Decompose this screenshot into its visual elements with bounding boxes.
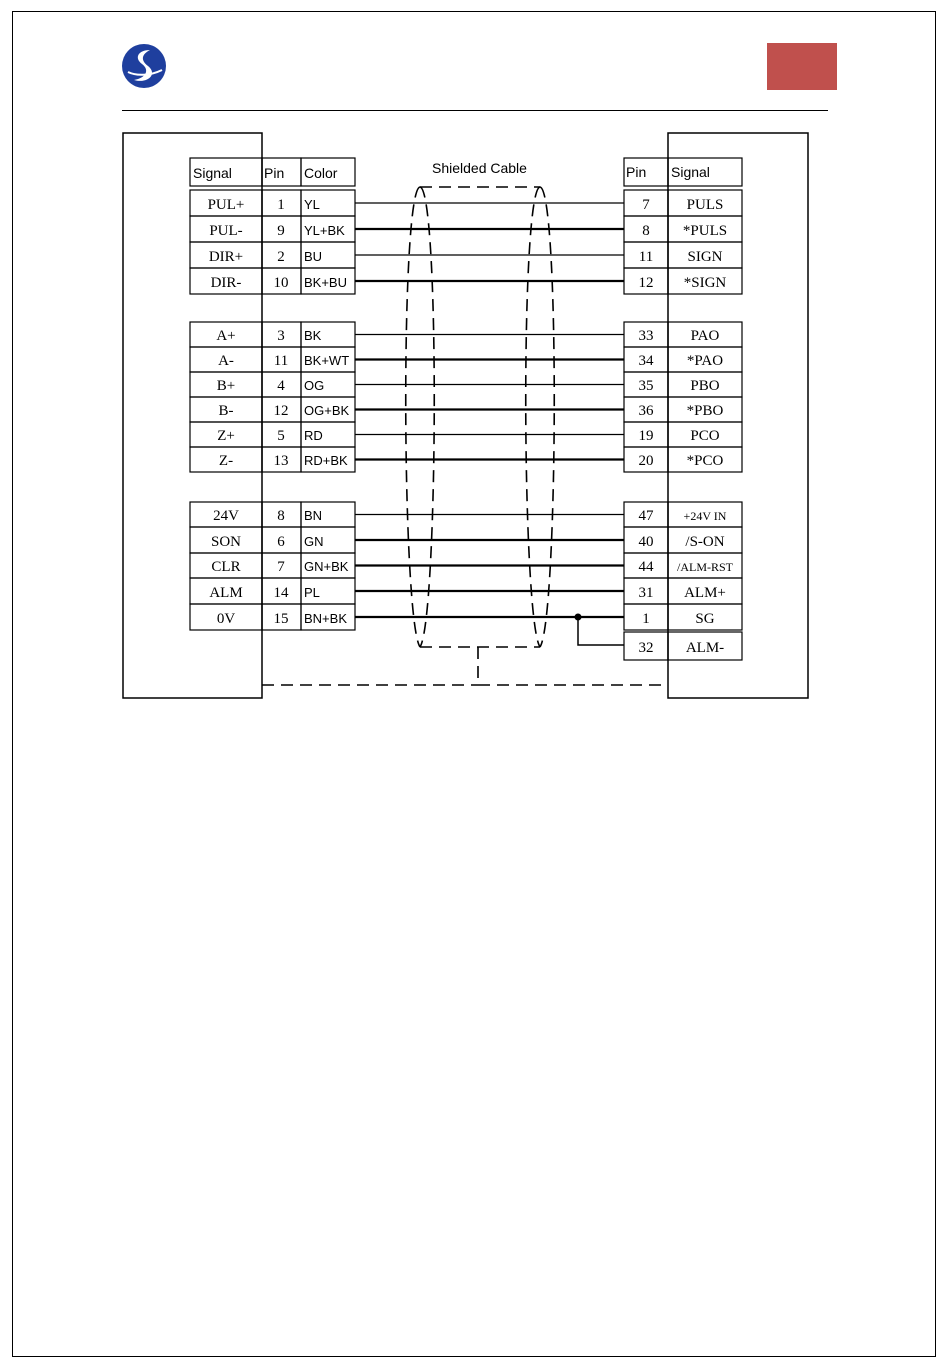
right-pin-number: 32 [638,640,654,656]
left-signal-label: DIR+ [208,249,244,265]
right-signal-label: *PCO [686,453,724,469]
left-signal-label: 0V [216,611,236,627]
left-header-pin: Pin [264,165,285,181]
sg-alm-bridge [575,614,625,646]
cable-label: Shielded Cable [432,160,527,176]
left-pin-number: 8 [277,508,285,524]
left-signal-label: PUL- [209,223,243,239]
left-signal-label: 24V [213,508,239,524]
wire-color-label: BN [304,508,323,523]
right-pin-number: 20 [638,453,654,469]
left-signal-label: B+ [216,378,236,394]
left-signal-label: A+ [216,328,236,344]
left-signal-label: SON [210,534,242,550]
right-pin-number: 19 [638,428,654,444]
left-signal-label: DIR- [210,275,242,291]
right-pin-number: 47 [638,508,654,524]
right-signal-label: ALM+ [684,585,726,601]
right-signal-label: SIGN [687,249,723,265]
left-pin-number: 2 [277,249,285,265]
wire-color-label: RD [304,428,323,443]
wire-color-label: YL+BK [304,223,345,238]
right-signal-label: *PULS [682,223,728,239]
wire-color-label: GN+BK [304,559,349,574]
right-signal-label: SG [695,611,715,627]
left-pin-number: 11 [273,353,289,369]
right-pin-number: 8 [642,223,650,239]
right-pin-number: 44 [638,559,654,575]
left-signal-label: Z+ [217,428,235,444]
right-pin-number: 36 [638,403,654,419]
wire-color-label: BU [304,249,323,264]
right-signal-label: *PBO [686,403,724,419]
left-signal-label: PUL+ [207,197,245,213]
right-pin-number: 31 [638,585,654,601]
wire-color-label: RD+BK [304,453,348,468]
wire-color-label: OG [304,378,325,393]
wire-color-label: BK+BU [304,275,347,290]
controller-box [123,133,262,698]
right-pin-number: 7 [642,197,650,213]
wire-color-label: YL [304,197,320,212]
left-pin-number: 13 [273,453,289,469]
left-pin-number: 6 [277,534,285,550]
right-signal-label: +24V IN [683,509,727,523]
left-pin-number: 7 [277,559,285,575]
right-pin-number: 35 [638,378,654,394]
right-signal-label: ALM- [685,640,725,656]
left-pin-number: 5 [277,428,285,444]
left-pin-number: 4 [277,378,285,394]
right-pin-number: 34 [638,353,654,369]
left-pin-number: 14 [273,585,289,601]
left-pin-number: 3 [277,328,285,344]
right-signal-label: PBO [690,378,720,394]
left-header-signal: Signal [193,165,232,181]
wire-color-label: BN+BK [304,611,347,626]
right-signal-label: /S-ON [685,534,725,550]
left-signal-label: ALM [209,585,243,601]
right-pin-number: 1 [642,611,650,627]
left-signal-label: A- [218,353,234,369]
wire-color-label: PL [304,585,320,600]
right-pin-number: 33 [638,328,654,344]
right-header-signal: Signal [671,164,710,180]
left-header-color: Color [304,165,338,181]
wire-color-label: BK [304,328,322,343]
right-signal-label: PULS [686,197,724,213]
left-pin-number: 15 [273,611,289,627]
left-pin-number: 12 [273,403,289,419]
left-pin-number: 10 [273,275,289,291]
wire-color-label: GN [304,534,324,549]
left-pin-number: 1 [277,197,285,213]
right-header-pin: Pin [626,164,647,180]
right-signal-label: *PAO [686,353,724,369]
left-pin-number: 9 [277,223,285,239]
wire-color-label: BK+WT [304,353,350,368]
right-signal-label: /ALM-RST [676,560,734,574]
right-signal-label: PCO [690,428,720,444]
right-pin-number: 40 [638,534,654,550]
wire-color-label: OG+BK [304,403,350,418]
right-pin-number: 11 [638,249,654,265]
left-signal-label: CLR [211,559,241,575]
right-pin-number: 12 [638,275,654,291]
right-signal-label: *SIGN [683,275,727,291]
left-signal-label: B- [218,403,234,419]
right-signal-label: PAO [690,328,720,344]
left-signal-label: Z- [218,453,234,469]
